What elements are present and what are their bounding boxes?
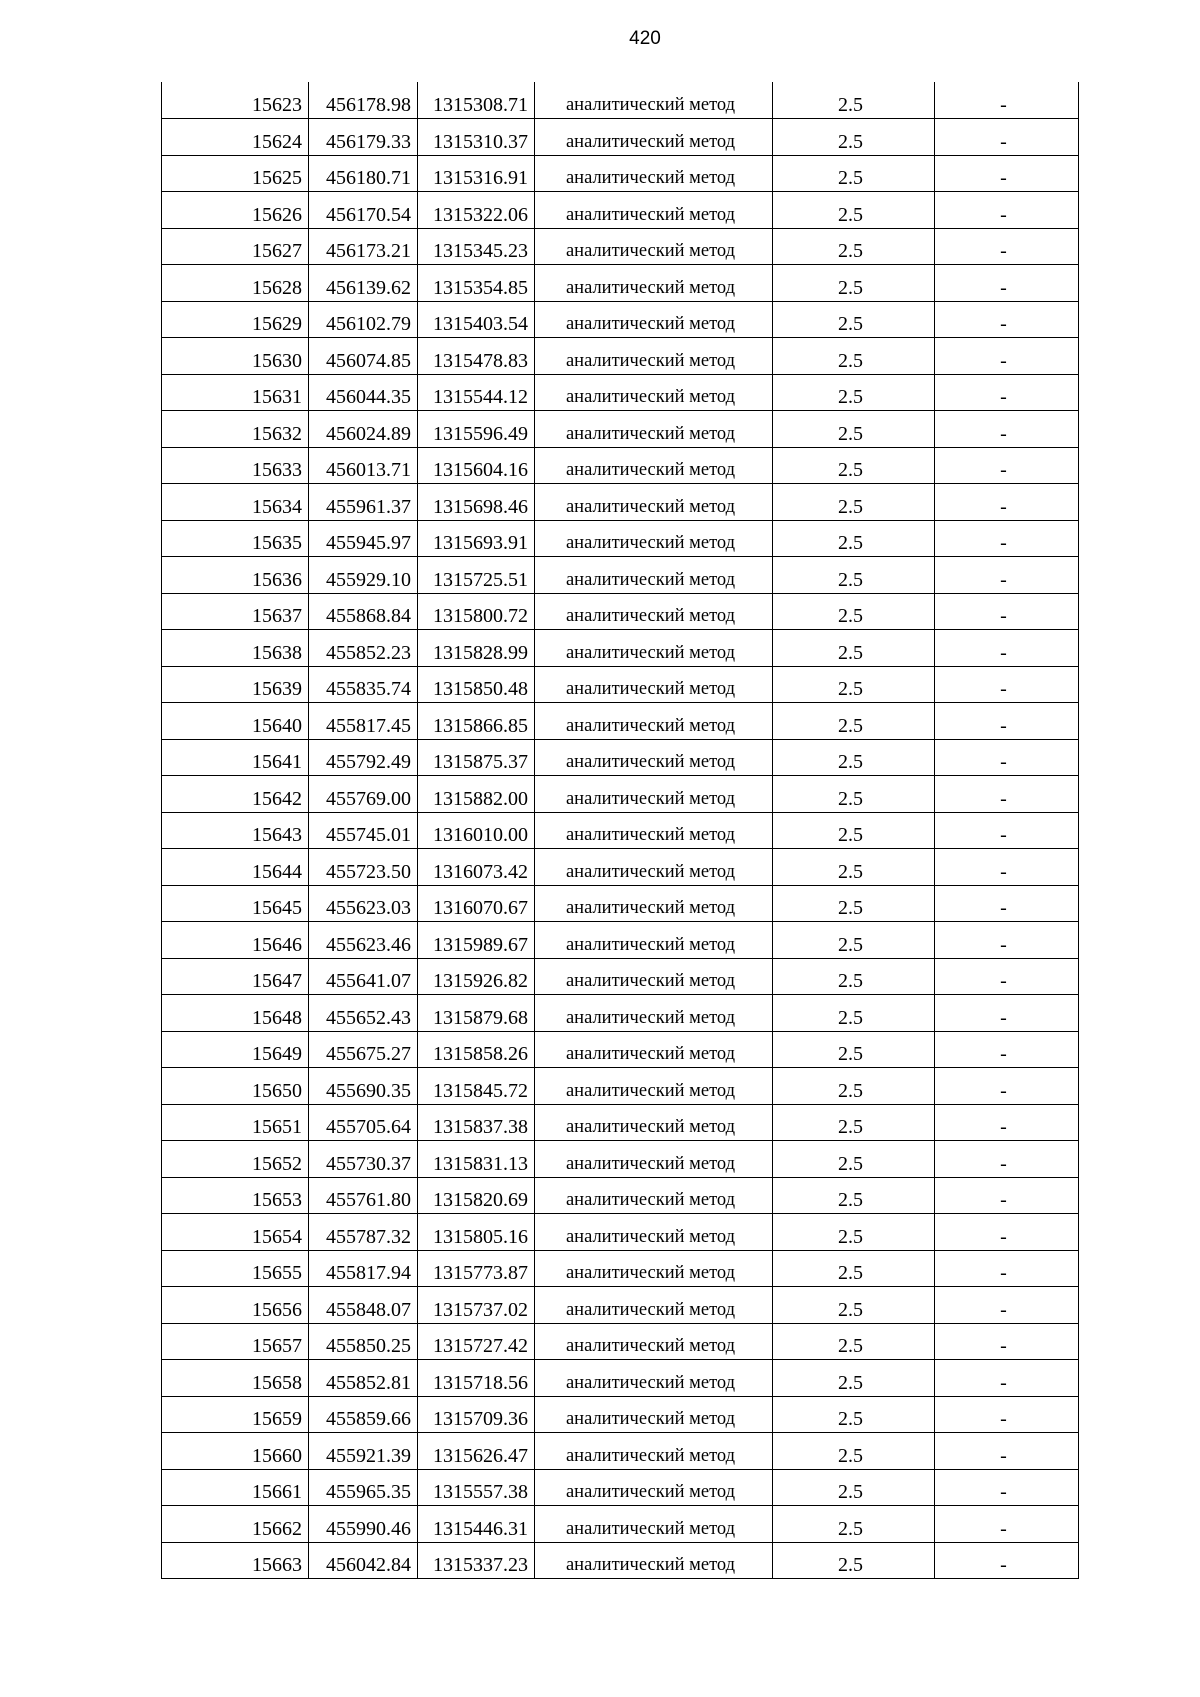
y-coordinate-cell: 1315831.13 [418,1141,535,1178]
y-coordinate-cell: 1315989.67 [418,922,535,959]
table-row [162,338,1079,375]
note-cell: - [935,1287,1079,1324]
method-cell: аналитический метод [535,484,773,521]
y-coordinate-cell: 1315820.69 [418,1177,535,1214]
method-cell: аналитический метод [535,849,773,886]
y-coordinate-cell: 1315737.02 [418,1287,535,1324]
x-coordinate-cell: 455641.07 [309,958,418,995]
note-cell: - [935,1542,1079,1579]
y-coordinate-cell: 1315345.23 [418,228,535,265]
note-cell: - [935,1068,1079,1105]
x-coordinate-cell: 455652.43 [309,995,418,1032]
method-cell: аналитический метод [535,155,773,192]
table-row [162,1396,1079,1433]
y-coordinate-cell: 1315866.85 [418,703,535,740]
note-cell: - [935,1214,1079,1251]
method-cell: аналитический метод [535,776,773,813]
point-number-cell: 15643 [162,812,309,849]
accuracy-cell: 2.5 [773,1287,935,1324]
point-number-cell: 15635 [162,520,309,557]
note-cell: - [935,82,1079,119]
x-coordinate-cell: 456024.89 [309,411,418,448]
y-coordinate-cell: 1315828.99 [418,630,535,667]
note-cell: - [935,703,1079,740]
accuracy-cell: 2.5 [773,265,935,302]
accuracy-cell: 2.5 [773,447,935,484]
point-number-cell: 15627 [162,228,309,265]
y-coordinate-cell: 1315709.36 [418,1396,535,1433]
accuracy-cell: 2.5 [773,1214,935,1251]
x-coordinate-cell: 455850.25 [309,1323,418,1360]
y-coordinate-cell: 1315446.31 [418,1506,535,1543]
y-coordinate-cell: 1315850.48 [418,666,535,703]
method-cell: аналитический метод [535,958,773,995]
table-row [162,82,1079,119]
point-number-cell: 15659 [162,1396,309,1433]
point-number-cell: 15651 [162,1104,309,1141]
point-number-cell: 15658 [162,1360,309,1397]
y-coordinate-cell: 1315875.37 [418,739,535,776]
accuracy-cell: 2.5 [773,338,935,375]
accuracy-cell: 2.5 [773,1396,935,1433]
note-cell: - [935,1323,1079,1360]
point-number-cell: 15661 [162,1469,309,1506]
x-coordinate-cell: 455990.46 [309,1506,418,1543]
point-number-cell: 15663 [162,1542,309,1579]
accuracy-cell: 2.5 [773,958,935,995]
table-row [162,1031,1079,1068]
x-coordinate-cell: 455945.97 [309,520,418,557]
method-cell: аналитический метод [535,228,773,265]
table-row [162,1433,1079,1470]
method-cell: аналитический метод [535,1214,773,1251]
x-coordinate-cell: 456139.62 [309,265,418,302]
note-cell: - [935,739,1079,776]
point-number-cell: 15649 [162,1031,309,1068]
x-coordinate-cell: 455848.07 [309,1287,418,1324]
table-row [162,812,1079,849]
table-row [162,301,1079,338]
x-coordinate-cell: 456178.98 [309,82,418,119]
point-number-cell: 15648 [162,995,309,1032]
note-cell: - [935,593,1079,630]
point-number-cell: 15638 [162,630,309,667]
accuracy-cell: 2.5 [773,228,935,265]
note-cell: - [935,228,1079,265]
table-row [162,192,1079,229]
table-row [162,995,1079,1032]
point-number-cell: 15646 [162,922,309,959]
x-coordinate-cell: 455852.81 [309,1360,418,1397]
accuracy-cell: 2.5 [773,155,935,192]
x-coordinate-cell: 456170.54 [309,192,418,229]
accuracy-cell: 2.5 [773,484,935,521]
y-coordinate-cell: 1315354.85 [418,265,535,302]
method-cell: аналитический метод [535,1323,773,1360]
table-row [162,958,1079,995]
accuracy-cell: 2.5 [773,1542,935,1579]
x-coordinate-cell: 455761.80 [309,1177,418,1214]
point-number-cell: 15647 [162,958,309,995]
note-cell: - [935,192,1079,229]
note-cell: - [935,1141,1079,1178]
point-number-cell: 15639 [162,666,309,703]
note-cell: - [935,155,1079,192]
y-coordinate-cell: 1315800.72 [418,593,535,630]
x-coordinate-cell: 455730.37 [309,1141,418,1178]
method-cell: аналитический метод [535,739,773,776]
method-cell: аналитический метод [535,666,773,703]
method-cell: аналитический метод [535,1542,773,1579]
x-coordinate-cell: 456180.71 [309,155,418,192]
x-coordinate-cell: 455787.32 [309,1214,418,1251]
method-cell: аналитический метод [535,301,773,338]
table-row [162,1469,1079,1506]
table-row [162,447,1079,484]
table-row [162,374,1079,411]
point-number-cell: 15642 [162,776,309,813]
method-cell: аналитический метод [535,520,773,557]
accuracy-cell: 2.5 [773,703,935,740]
accuracy-cell: 2.5 [773,1433,935,1470]
table-row [162,520,1079,557]
point-number-cell: 15626 [162,192,309,229]
note-cell: - [935,338,1079,375]
accuracy-cell: 2.5 [773,192,935,229]
note-cell: - [935,1104,1079,1141]
accuracy-cell: 2.5 [773,1068,935,1105]
x-coordinate-cell: 455965.35 [309,1469,418,1506]
method-cell: аналитический метод [535,1104,773,1141]
method-cell: аналитический метод [535,630,773,667]
table-row [162,1250,1079,1287]
x-coordinate-cell: 456013.71 [309,447,418,484]
note-cell: - [935,1250,1079,1287]
note-cell: - [935,484,1079,521]
x-coordinate-cell: 455675.27 [309,1031,418,1068]
y-coordinate-cell: 1315693.91 [418,520,535,557]
x-coordinate-cell: 455961.37 [309,484,418,521]
point-number-cell: 15650 [162,1068,309,1105]
x-coordinate-cell: 455929.10 [309,557,418,594]
y-coordinate-cell: 1315718.56 [418,1360,535,1397]
method-cell: аналитический метод [535,593,773,630]
accuracy-cell: 2.5 [773,885,935,922]
note-cell: - [935,374,1079,411]
y-coordinate-cell: 1315845.72 [418,1068,535,1105]
y-coordinate-cell: 1315308.71 [418,82,535,119]
page-number: 420 [629,28,661,49]
method-cell: аналитический метод [535,1287,773,1324]
point-number-cell: 15640 [162,703,309,740]
y-coordinate-cell: 1315604.16 [418,447,535,484]
table-row [162,703,1079,740]
y-coordinate-cell: 1315837.38 [418,1104,535,1141]
accuracy-cell: 2.5 [773,1250,935,1287]
accuracy-cell: 2.5 [773,1031,935,1068]
y-coordinate-cell: 1315403.54 [418,301,535,338]
method-cell: аналитический метод [535,1068,773,1105]
x-coordinate-cell: 455852.23 [309,630,418,667]
y-coordinate-cell: 1316073.42 [418,849,535,886]
note-cell: - [935,995,1079,1032]
note-cell: - [935,1177,1079,1214]
accuracy-cell: 2.5 [773,1141,935,1178]
table-row [162,1542,1079,1579]
point-number-cell: 15633 [162,447,309,484]
note-cell: - [935,849,1079,886]
method-cell: аналитический метод [535,557,773,594]
note-cell: - [935,301,1079,338]
coordinates-table [161,82,1079,1579]
x-coordinate-cell: 455792.49 [309,739,418,776]
method-cell: аналитический метод [535,885,773,922]
note-cell: - [935,812,1079,849]
method-cell: аналитический метод [535,1031,773,1068]
point-number-cell: 15641 [162,739,309,776]
table-row [162,776,1079,813]
accuracy-cell: 2.5 [773,374,935,411]
point-number-cell: 15624 [162,119,309,156]
table-row [162,1177,1079,1214]
x-coordinate-cell: 455817.94 [309,1250,418,1287]
table-row [162,1141,1079,1178]
note-cell: - [935,411,1079,448]
accuracy-cell: 2.5 [773,1469,935,1506]
accuracy-cell: 2.5 [773,1177,935,1214]
y-coordinate-cell: 1315725.51 [418,557,535,594]
point-number-cell: 15655 [162,1250,309,1287]
note-cell: - [935,666,1079,703]
accuracy-cell: 2.5 [773,630,935,667]
point-number-cell: 15629 [162,301,309,338]
point-number-cell: 15623 [162,82,309,119]
x-coordinate-cell: 455921.39 [309,1433,418,1470]
method-cell: аналитический метод [535,82,773,119]
table-row [162,630,1079,667]
x-coordinate-cell: 455705.64 [309,1104,418,1141]
accuracy-cell: 2.5 [773,520,935,557]
table-row [162,411,1079,448]
y-coordinate-cell: 1316010.00 [418,812,535,849]
point-number-cell: 15662 [162,1506,309,1543]
note-cell: - [935,1031,1079,1068]
table-row [162,885,1079,922]
table-row [162,739,1079,776]
x-coordinate-cell: 456173.21 [309,228,418,265]
note-cell: - [935,958,1079,995]
table-row [162,1506,1079,1543]
table-row [162,1214,1079,1251]
x-coordinate-cell: 456102.79 [309,301,418,338]
note-cell: - [935,885,1079,922]
note-cell: - [935,1433,1079,1470]
table-row [162,484,1079,521]
accuracy-cell: 2.5 [773,1506,935,1543]
table-row [162,922,1079,959]
accuracy-cell: 2.5 [773,739,935,776]
x-coordinate-cell: 455769.00 [309,776,418,813]
accuracy-cell: 2.5 [773,82,935,119]
method-cell: аналитический метод [535,1396,773,1433]
table-row [162,666,1079,703]
y-coordinate-cell: 1315879.68 [418,995,535,1032]
y-coordinate-cell: 1315478.83 [418,338,535,375]
x-coordinate-cell: 455723.50 [309,849,418,886]
note-cell: - [935,1469,1079,1506]
x-coordinate-cell: 455868.84 [309,593,418,630]
method-cell: аналитический метод [535,812,773,849]
note-cell: - [935,1506,1079,1543]
method-cell: аналитический метод [535,374,773,411]
x-coordinate-cell: 455817.45 [309,703,418,740]
y-coordinate-cell: 1315316.91 [418,155,535,192]
x-coordinate-cell: 456074.85 [309,338,418,375]
table-row [162,593,1079,630]
table-row [162,119,1079,156]
accuracy-cell: 2.5 [773,411,935,448]
x-coordinate-cell: 455623.46 [309,922,418,959]
method-cell: аналитический метод [535,411,773,448]
point-number-cell: 15630 [162,338,309,375]
x-coordinate-cell: 456042.84 [309,1542,418,1579]
point-number-cell: 15660 [162,1433,309,1470]
point-number-cell: 15654 [162,1214,309,1251]
y-coordinate-cell: 1315698.46 [418,484,535,521]
x-coordinate-cell: 455623.03 [309,885,418,922]
x-coordinate-cell: 455859.66 [309,1396,418,1433]
y-coordinate-cell: 1315926.82 [418,958,535,995]
note-cell: - [935,1360,1079,1397]
table-row [162,1068,1079,1105]
table-row [162,228,1079,265]
note-cell: - [935,776,1079,813]
accuracy-cell: 2.5 [773,666,935,703]
method-cell: аналитический метод [535,447,773,484]
accuracy-cell: 2.5 [773,995,935,1032]
method-cell: аналитический метод [535,1506,773,1543]
point-number-cell: 15625 [162,155,309,192]
table-row [162,557,1079,594]
accuracy-cell: 2.5 [773,776,935,813]
note-cell: - [935,447,1079,484]
point-number-cell: 15634 [162,484,309,521]
y-coordinate-cell: 1315882.00 [418,776,535,813]
y-coordinate-cell: 1315858.26 [418,1031,535,1068]
method-cell: аналитический метод [535,192,773,229]
y-coordinate-cell: 1315310.37 [418,119,535,156]
table-row [162,265,1079,302]
y-coordinate-cell: 1316070.67 [418,885,535,922]
note-cell: - [935,1396,1079,1433]
method-cell: аналитический метод [535,1433,773,1470]
accuracy-cell: 2.5 [773,119,935,156]
method-cell: аналитический метод [535,265,773,302]
accuracy-cell: 2.5 [773,1104,935,1141]
point-number-cell: 15636 [162,557,309,594]
accuracy-cell: 2.5 [773,593,935,630]
y-coordinate-cell: 1315805.16 [418,1214,535,1251]
y-coordinate-cell: 1315626.47 [418,1433,535,1470]
table-row [162,1104,1079,1141]
method-cell: аналитический метод [535,119,773,156]
method-cell: аналитический метод [535,922,773,959]
x-coordinate-cell: 455690.35 [309,1068,418,1105]
method-cell: аналитический метод [535,1360,773,1397]
point-number-cell: 15656 [162,1287,309,1324]
x-coordinate-cell: 456179.33 [309,119,418,156]
point-number-cell: 15631 [162,374,309,411]
x-coordinate-cell: 455745.01 [309,812,418,849]
method-cell: аналитический метод [535,995,773,1032]
point-number-cell: 15657 [162,1323,309,1360]
accuracy-cell: 2.5 [773,1360,935,1397]
method-cell: аналитический метод [535,338,773,375]
table-row [162,849,1079,886]
table-row [162,1360,1079,1397]
note-cell: - [935,119,1079,156]
point-number-cell: 15645 [162,885,309,922]
y-coordinate-cell: 1315337.23 [418,1542,535,1579]
y-coordinate-cell: 1315322.06 [418,192,535,229]
method-cell: аналитический метод [535,1177,773,1214]
accuracy-cell: 2.5 [773,557,935,594]
table-row [162,155,1079,192]
x-coordinate-cell: 455835.74 [309,666,418,703]
point-number-cell: 15652 [162,1141,309,1178]
accuracy-cell: 2.5 [773,301,935,338]
note-cell: - [935,557,1079,594]
table-body [162,82,1079,1579]
point-number-cell: 15632 [162,411,309,448]
note-cell: - [935,265,1079,302]
y-coordinate-cell: 1315557.38 [418,1469,535,1506]
note-cell: - [935,922,1079,959]
method-cell: аналитический метод [535,1250,773,1287]
method-cell: аналитический метод [535,1469,773,1506]
table-row [162,1323,1079,1360]
accuracy-cell: 2.5 [773,812,935,849]
note-cell: - [935,630,1079,667]
method-cell: аналитический метод [535,703,773,740]
y-coordinate-cell: 1315544.12 [418,374,535,411]
table-row [162,1287,1079,1324]
accuracy-cell: 2.5 [773,922,935,959]
y-coordinate-cell: 1315596.49 [418,411,535,448]
point-number-cell: 15653 [162,1177,309,1214]
note-cell: - [935,520,1079,557]
point-number-cell: 15628 [162,265,309,302]
point-number-cell: 15644 [162,849,309,886]
method-cell: аналитический метод [535,1141,773,1178]
y-coordinate-cell: 1315727.42 [418,1323,535,1360]
accuracy-cell: 2.5 [773,849,935,886]
point-number-cell: 15637 [162,593,309,630]
y-coordinate-cell: 1315773.87 [418,1250,535,1287]
x-coordinate-cell: 456044.35 [309,374,418,411]
accuracy-cell: 2.5 [773,1323,935,1360]
